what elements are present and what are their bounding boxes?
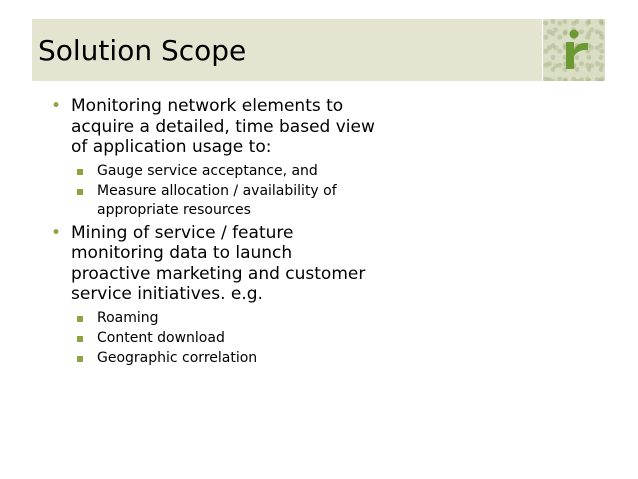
bullet-text: Monitoring network elements to acquire a detailed, time based view of application usage to: bbox=[71, 96, 375, 157]
slide-content bbox=[46, 96, 376, 371]
logo bbox=[543, 19, 605, 81]
sub-bullet-item bbox=[73, 329, 376, 348]
square-bullet-icon bbox=[77, 336, 83, 342]
square-bullet-icon bbox=[77, 316, 83, 322]
title-bar bbox=[32, 19, 542, 81]
square-bullet-icon bbox=[77, 169, 83, 175]
sub-bullet-item bbox=[73, 349, 376, 368]
square-bullet-icon bbox=[77, 356, 83, 362]
bullet-dot-icon: • bbox=[51, 96, 62, 116]
sub-bullet-text: Geographic correlation bbox=[97, 349, 258, 366]
sub-bullet-text: Roaming bbox=[97, 309, 159, 326]
bullet-dot-icon: • bbox=[51, 222, 62, 243]
sub-bullet-item bbox=[73, 309, 376, 328]
bullet-item-mining bbox=[46, 223, 376, 368]
sub-bullet-list bbox=[73, 309, 376, 368]
sub-bullet-list bbox=[73, 162, 376, 220]
letter-r-logo-icon bbox=[543, 19, 605, 81]
slide-title: Solution Scope bbox=[38, 34, 247, 67]
bullet-list bbox=[46, 96, 376, 368]
sub-bullet-text: Measure allocation / availability of appropriate resources bbox=[97, 182, 337, 218]
bullet-text: Mining of service / feature monitoring data to launch proactive marketing and customer service initiatives. e.g. bbox=[71, 222, 366, 304]
sub-bullet-text: Gauge service acceptance, and bbox=[97, 162, 318, 179]
sub-bullet-text: Content download bbox=[97, 329, 225, 346]
sub-bullet-item bbox=[73, 162, 376, 181]
bullet-item-monitoring bbox=[46, 96, 376, 220]
square-bullet-icon bbox=[77, 189, 83, 195]
sub-bullet-item bbox=[73, 182, 376, 220]
